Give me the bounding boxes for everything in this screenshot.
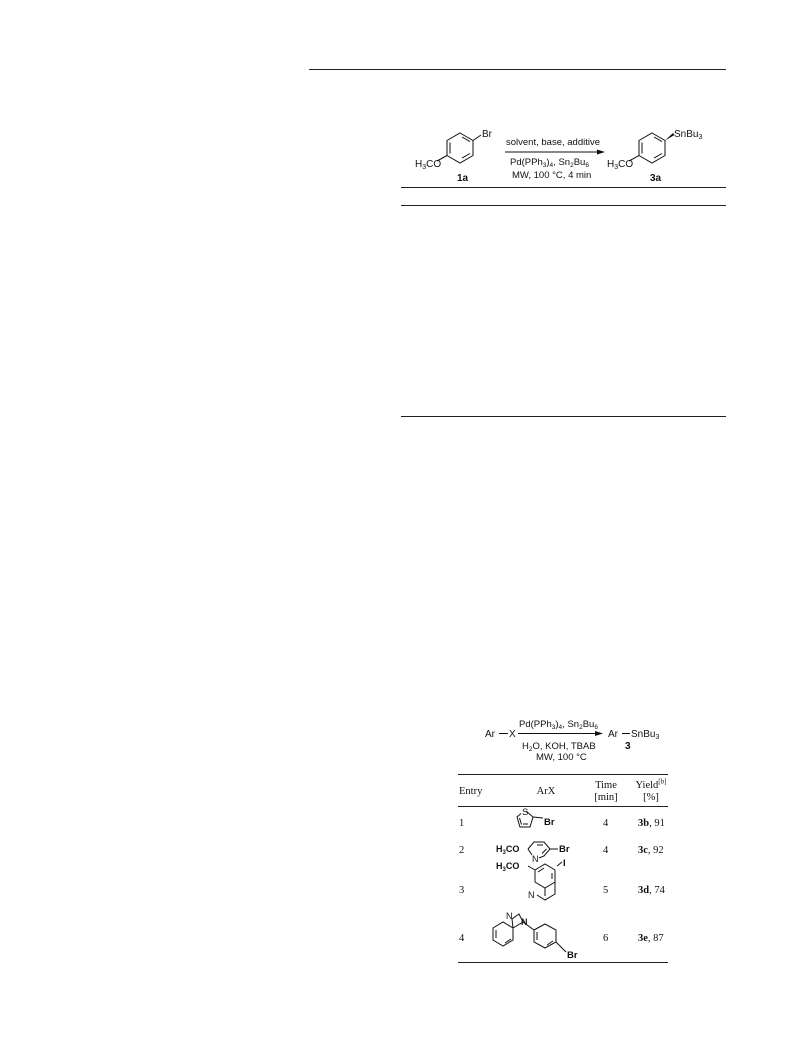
svg-text:X: X (509, 729, 516, 740)
scheme1-conditions-top: solvent, base, additive (506, 137, 601, 148)
scheme2-conditions-bottom-1: $H_2O$, KOH, TBAB (522, 741, 596, 753)
reactant-br: Br (482, 129, 492, 140)
row4-n1: N (506, 911, 513, 921)
scheme2-product: Ar (608, 729, 618, 740)
row3-entry: 3 (459, 885, 465, 896)
bromophenylbenzimidazole-structure (493, 914, 566, 952)
reactant-methoxy: $H_3CO$ (415, 159, 442, 171)
row3-yield: 3d, 74 (638, 885, 665, 896)
row4-yield: 3e, 87 (638, 933, 664, 944)
scheme1-conditions-bottom-1: $Pd(PPh_3)_4$, $Sn_2Bu_6$ (510, 157, 589, 169)
scheme1-conditions-bottom-2: MW, 100 °C, 4 min (512, 170, 592, 181)
header-yield: Yield[b] [%] (635, 777, 667, 803)
row3-time: 5 (603, 885, 609, 896)
row4-n2: N (521, 917, 528, 927)
scheme2-product-label: 3 (625, 741, 631, 752)
product-label: 3a (650, 173, 662, 184)
header-entry: Entry (459, 786, 483, 797)
row4-br: Br (567, 950, 578, 961)
row4-time: 6 (603, 933, 609, 944)
header-arx: ArX (536, 786, 556, 797)
scheme2-conditions-bottom-2: MW, 100 °C (536, 752, 587, 763)
row1-s: S (522, 807, 529, 818)
row2-n: N (532, 854, 539, 864)
svg-text:SnBu3: SnBu$_3$ (631, 729, 660, 741)
row4-entry: 4 (459, 933, 465, 944)
reactant-label: 1a (457, 173, 469, 184)
row2-br: Br (559, 844, 570, 855)
scheme2-conditions-top: $Pd(PPh_3)_4$, $Sn_2Bu_6$ (519, 719, 598, 731)
bromothiophene-structure (517, 811, 543, 827)
row2-entry: 2 (459, 845, 465, 856)
row2-methoxy: $H_3CO$ (496, 844, 520, 856)
row1-yield: 3b, 91 (638, 818, 665, 829)
product-methoxy: $H_3CO$ (607, 159, 634, 171)
row2-time: 4 (603, 845, 609, 856)
row1-time: 4 (603, 818, 609, 829)
row2-yield: 3c, 92 (638, 845, 664, 856)
header-time: Time [min] (594, 780, 618, 803)
row3-i: I (563, 858, 566, 869)
row1-br: Br (544, 817, 555, 828)
row3-n: N (528, 890, 535, 900)
scheme2-reactant: Ar (485, 729, 495, 740)
row3-methoxy: $H_3CO$ (496, 861, 520, 873)
product-snbu3: SnBu$_3$ (674, 129, 703, 141)
row1-entry: 1 (459, 818, 465, 829)
